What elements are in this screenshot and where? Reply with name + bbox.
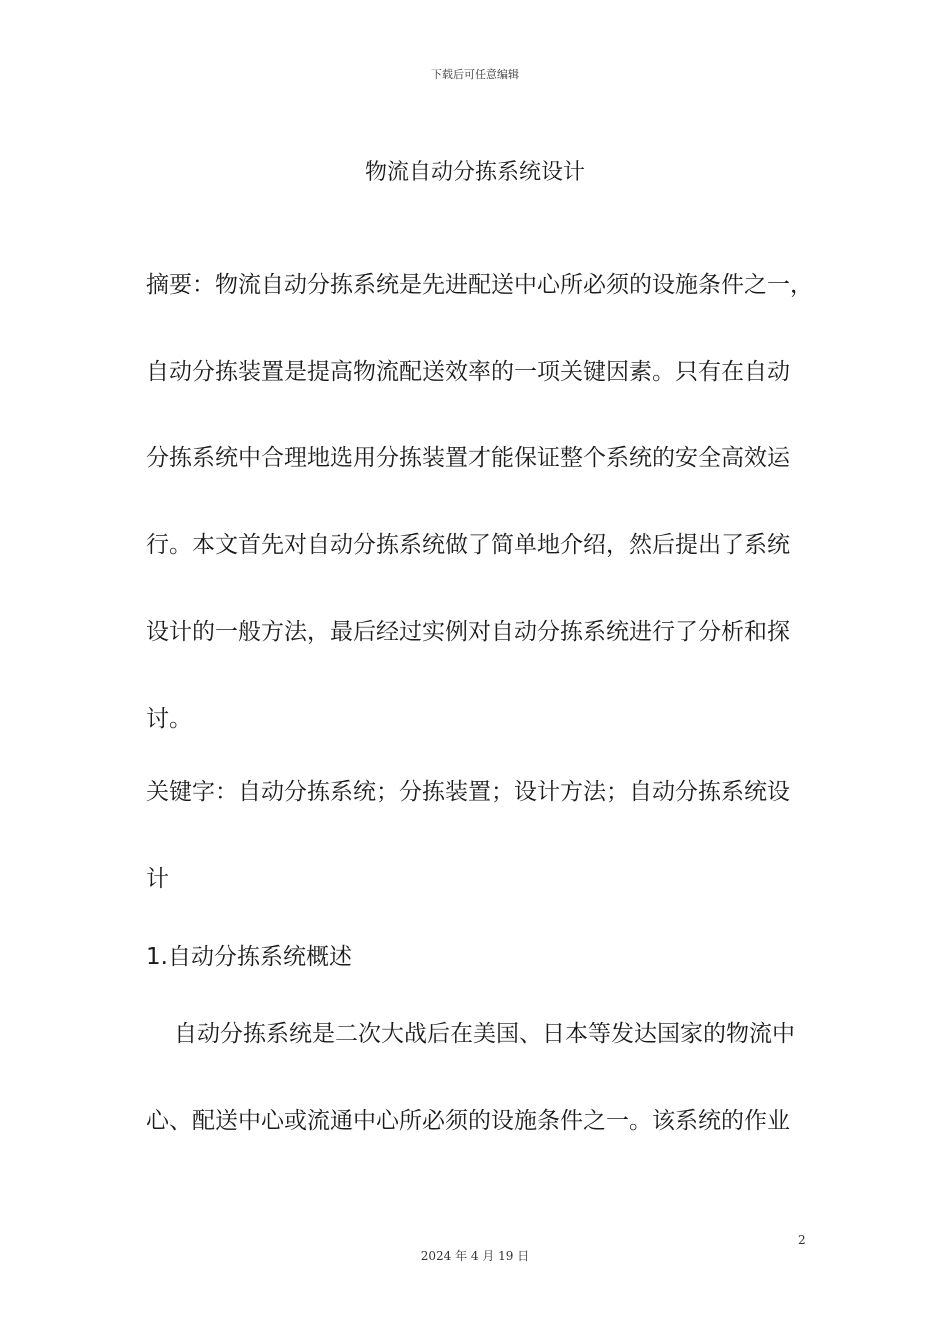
- abstract-line: 设计的一般方法，最后经过实例对自动分拣系统进行了分析和探: [146, 619, 790, 645]
- document-title: 物流自动分拣系统设计: [364, 160, 585, 185]
- body-line: 心、配送中心或流通中心所必须的设施条件之一。该系统的作业: [146, 1108, 790, 1134]
- footer-date: 2024 年 4 月 19 日: [420, 1249, 530, 1263]
- header-note: 下载后可任意编辑: [431, 68, 519, 81]
- body-line: 自动分拣系统是二次大战后在美国、日本等发达国家的物流中: [174, 1021, 795, 1047]
- abstract-line: 分拣系统中合理地选用分拣装置才能保证整个系统的安全高效运: [146, 445, 790, 471]
- abstract-line: 行。本文首先对自动分拣系统做了简单地介绍，然后提出了系统: [146, 532, 790, 558]
- page-number: 2: [798, 1233, 806, 1247]
- abstract-line: 摘要：物流自动分拣系统是先进配送中心所必须的设施条件之一，: [146, 272, 813, 298]
- keywords-line: 关键字：自动分拣系统；分拣装置；设计方法；自动分拣系统设: [146, 779, 790, 805]
- keywords-line: 计: [146, 866, 169, 892]
- section-heading: 1.自动分拣系统概述: [146, 944, 352, 970]
- abstract-line: 讨。: [146, 706, 192, 732]
- abstract-line: 自动分拣装置是提高物流配送效率的一项关键因素。只有在自动: [146, 359, 790, 385]
